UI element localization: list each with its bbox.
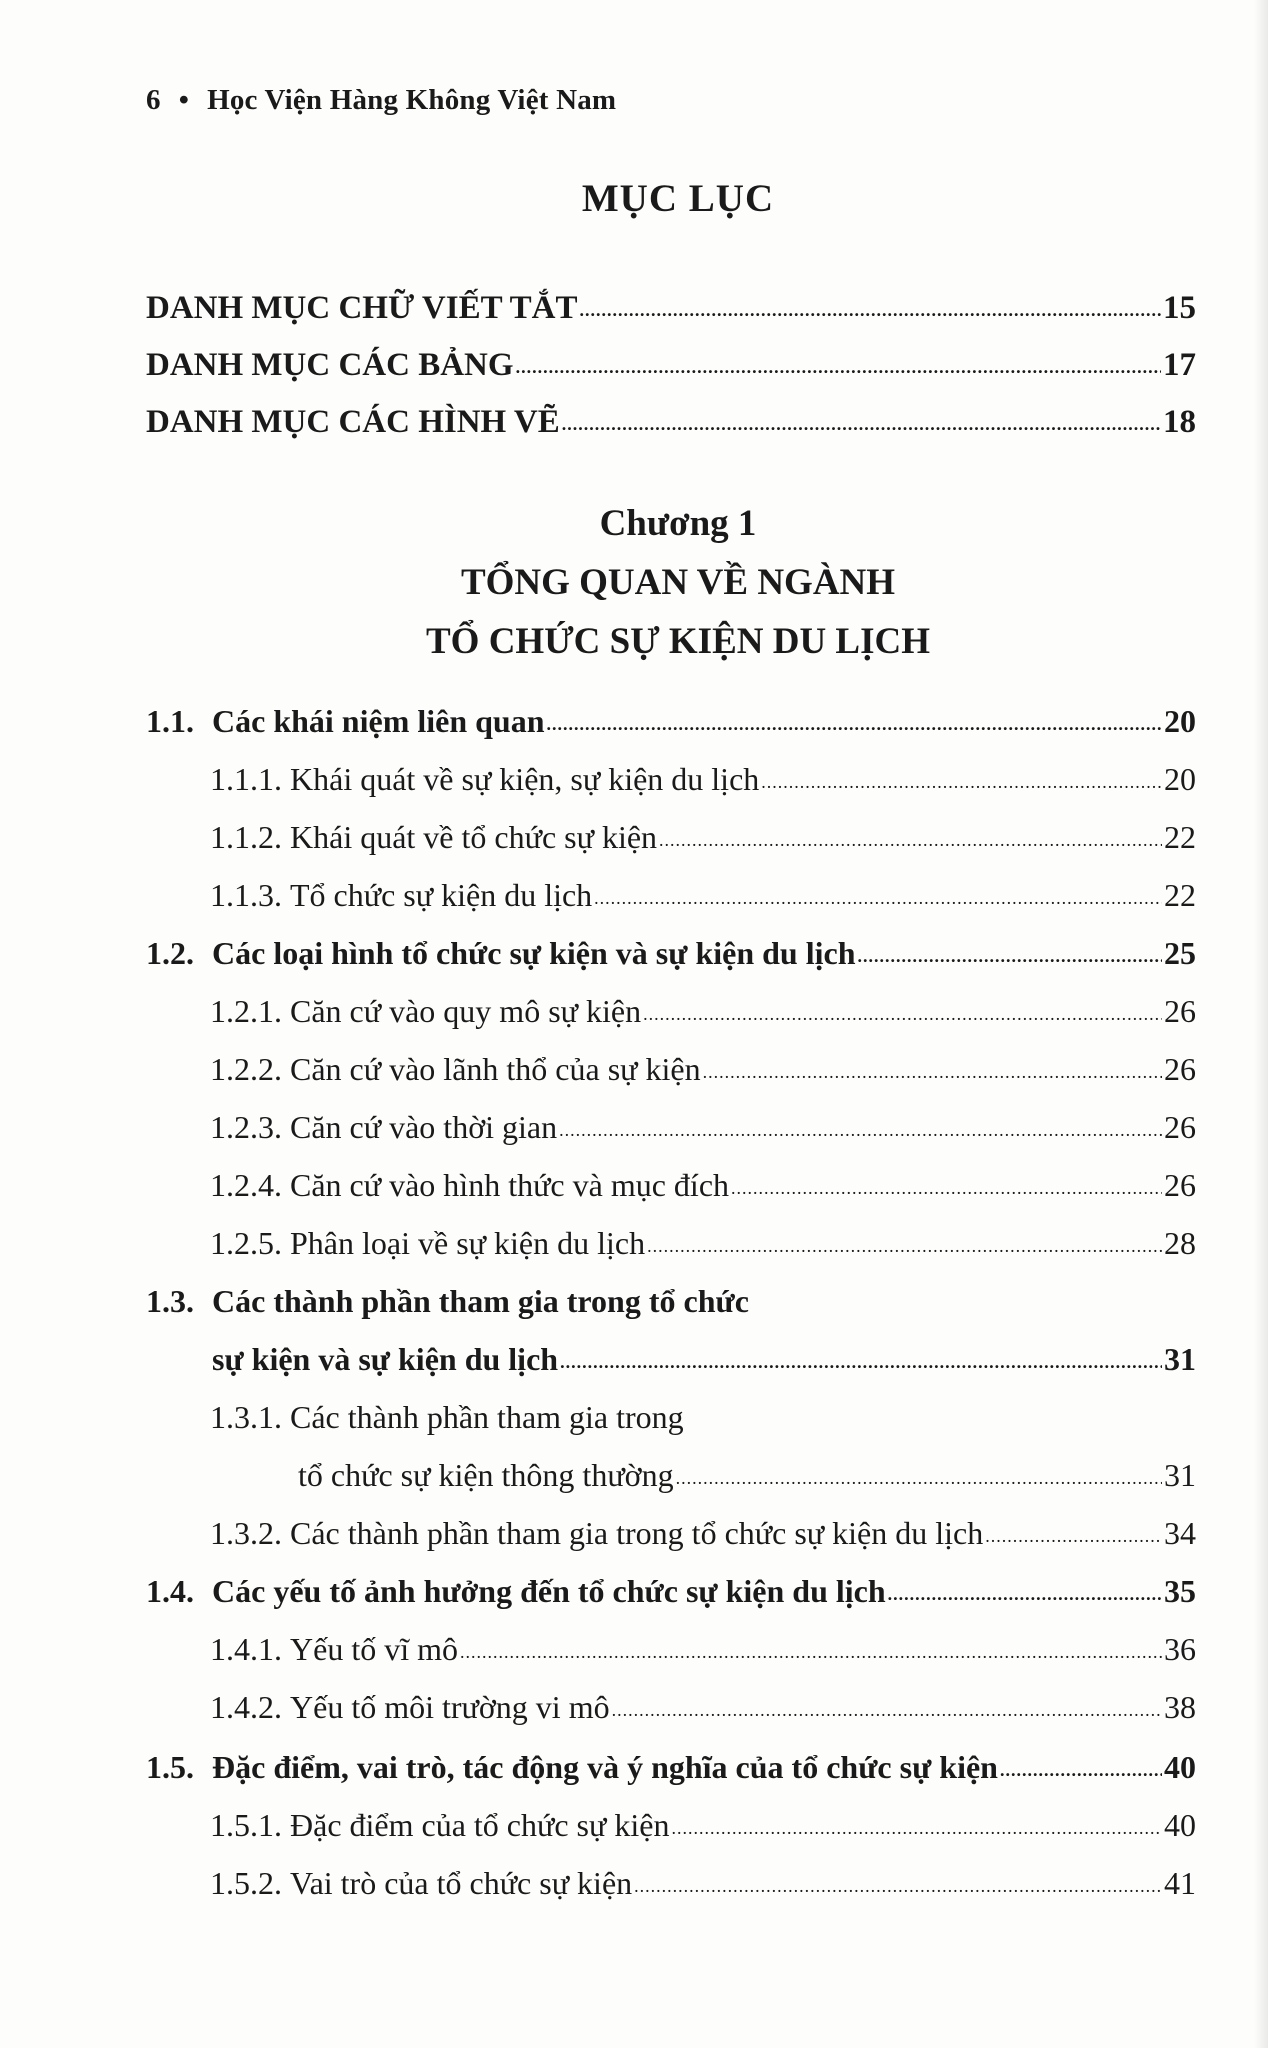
subsection-title: Các thành phần tham gia trong <box>290 1399 684 1435</box>
section-number: 1.5. <box>146 1749 194 1785</box>
dot-leader <box>761 759 1162 796</box>
subsection-title: Yếu tố vĩ mô <box>290 1631 458 1667</box>
section-title: Các khái niệm liên quan <box>212 703 545 739</box>
chapter-number: Chương 1 <box>599 503 757 544</box>
dot-leader <box>1000 1747 1162 1784</box>
toc-entry-page: 15 <box>1163 290 1196 326</box>
subsection-title-continued: tổ chức sự kiện thông thường <box>298 1457 674 1493</box>
section-title-continued: sự kiện và sự kiện du lịch <box>212 1341 559 1377</box>
toc-subsection-1-2-4[interactable] <box>210 1167 1196 1204</box>
toc-entry-page: 26 <box>1164 993 1196 1029</box>
toc-subsection-1-4-1[interactable] <box>210 1631 1196 1668</box>
toc-entry-page: 25 <box>1164 935 1196 971</box>
running-header <box>146 84 616 117</box>
dot-leader <box>460 1629 1162 1666</box>
subsection-title: Khái quát về sự kiện, sự kiện du lịch <box>290 761 760 797</box>
subsection-number: 1.3.1. <box>210 1399 282 1435</box>
dot-leader <box>634 1863 1162 1900</box>
toc-entry-label: DANH MỤC CHỮ VIẾT TẮT <box>146 290 578 326</box>
section-title: Đặc điểm, vai trò, tác động và ý nghĩa của tổ chức sự kiện <box>212 1749 998 1785</box>
toc-section-1-5[interactable] <box>146 1749 1196 1786</box>
subsection-number: 1.1.1. <box>210 761 282 797</box>
toc-subsection-1-5-2[interactable] <box>210 1865 1196 1902</box>
toc-entry-front[interactable] <box>146 404 1196 441</box>
dot-leader <box>671 1805 1162 1842</box>
subsection-number: 1.4.1. <box>210 1631 282 1667</box>
subsection-title: Yếu tố môi trường vi mô <box>290 1689 610 1725</box>
header-separator: • <box>178 84 190 116</box>
section-number: 1.2. <box>146 935 194 971</box>
chapter-title-line1: TỔNG QUAN VỀ NGÀNH <box>460 562 896 603</box>
toc-subsection-1-1-1[interactable] <box>210 761 1196 798</box>
dot-leader <box>858 933 1163 970</box>
chapter-title-line2: TỔ CHỨC SỰ KIỆN DU LỊCH <box>426 621 930 662</box>
dot-leader <box>612 1687 1162 1724</box>
subsection-title: Căn cứ vào thời gian <box>290 1109 558 1145</box>
section-number: 1.4. <box>146 1573 194 1609</box>
dot-leader <box>647 1223 1162 1260</box>
toc-entry-page: 20 <box>1164 703 1196 739</box>
toc-subsection-1-2-2[interactable] <box>210 1051 1196 1088</box>
subsection-title: Căn cứ vào quy mô sự kiện <box>290 993 642 1029</box>
subsection-number: 1.1.3. <box>210 877 282 913</box>
toc-entry-page: 35 <box>1164 1573 1196 1609</box>
toc-entry-page: 26 <box>1164 1167 1196 1203</box>
toc-entry-label: DANH MỤC CÁC HÌNH VẼ <box>146 404 560 440</box>
section-number: 1.3. <box>146 1283 194 1319</box>
toc-subsection-1-2-3[interactable] <box>210 1109 1196 1146</box>
dot-leader <box>559 1107 1162 1144</box>
toc-entry-page: 26 <box>1164 1051 1196 1087</box>
toc-subsection-1-1-3[interactable] <box>210 877 1196 914</box>
toc-entry-page: 38 <box>1164 1689 1196 1725</box>
toc-entry-page: 18 <box>1163 404 1196 440</box>
dot-leader <box>643 991 1162 1028</box>
toc-subsection-1-3-2[interactable] <box>210 1515 1196 1552</box>
subsection-number: 1.2.4. <box>210 1167 282 1203</box>
dot-leader <box>985 1513 1162 1550</box>
toc-section-1-1[interactable] <box>146 703 1196 740</box>
subsection-number: 1.2.3. <box>210 1109 282 1145</box>
section-number: 1.1. <box>146 703 194 739</box>
toc-entry-front[interactable] <box>146 290 1196 327</box>
dot-leader <box>659 817 1162 854</box>
publisher-name: Học Viện Hàng Không Việt Nam <box>207 84 617 116</box>
toc-entry-page: 40 <box>1164 1807 1196 1843</box>
toc-entry-page: 40 <box>1164 1749 1196 1785</box>
toc-entry-page: 34 <box>1164 1515 1196 1551</box>
subsection-number: 1.2.1. <box>210 993 282 1029</box>
toc-subsection-1-4-2[interactable] <box>210 1689 1196 1726</box>
toc-entry-label: DANH MỤC CÁC BẢNG <box>146 347 514 383</box>
toc-entry-page: 41 <box>1164 1865 1196 1901</box>
toc-entry-page: 20 <box>1164 761 1196 797</box>
subsection-number: 1.5.2. <box>210 1865 282 1901</box>
toc-entry-page: 26 <box>1164 1109 1196 1145</box>
toc-section-1-2[interactable] <box>146 935 1196 972</box>
dot-leader <box>731 1165 1162 1202</box>
page-number: 6 <box>146 84 161 116</box>
section-title: Các yếu tố ảnh hưởng đến tổ chức sự kiện du lịch <box>212 1573 886 1609</box>
subsection-title: Vai trò của tổ chức sự kiện <box>290 1865 633 1901</box>
dot-leader <box>580 288 1162 325</box>
toc-entry-page: 31 <box>1164 1341 1196 1377</box>
subsection-number: 1.2.2. <box>210 1051 282 1087</box>
toc-subsection-1-2-1[interactable] <box>210 993 1196 1030</box>
dot-leader <box>888 1571 1162 1608</box>
dot-leader <box>703 1049 1162 1086</box>
subsection-title: Phân loại về sự kiện du lịch <box>290 1225 646 1261</box>
toc-entry-page: 22 <box>1164 877 1196 913</box>
subsection-number: 1.3.2. <box>210 1515 282 1551</box>
subsection-title: Khái quát về tổ chức sự kiện <box>290 819 658 855</box>
toc-subsection-1-1-2[interactable] <box>210 819 1196 856</box>
subsection-number: 1.1.2. <box>210 819 282 855</box>
subsection-title: Căn cứ vào lãnh thổ của sự kiện <box>290 1051 701 1087</box>
subsection-number: 1.4.2. <box>210 1689 282 1725</box>
dot-leader <box>676 1455 1162 1492</box>
subsection-number: 1.2.5. <box>210 1225 282 1261</box>
dot-leader <box>560 1339 1162 1376</box>
page-edge-shadow <box>1254 0 1268 2048</box>
subsection-number: 1.5.1. <box>210 1807 282 1843</box>
toc-subsection-1-2-5[interactable] <box>210 1225 1196 1262</box>
toc-subsection-1-5-1[interactable] <box>210 1807 1196 1844</box>
subsection-title: Các thành phần tham gia trong tổ chức sự kiện du lịch <box>290 1515 984 1551</box>
dot-leader <box>547 701 1162 738</box>
subsection-title: Căn cứ vào hình thức và mục đích <box>290 1167 730 1203</box>
toc-entry-page: 22 <box>1164 819 1196 855</box>
toc-subsection-1-3-1[interactable] <box>210 1399 1196 1436</box>
toc-subsection-1-3-1-continued[interactable] <box>298 1457 1196 1494</box>
toc-entry-page: 31 <box>1164 1457 1196 1493</box>
toc-entry-page: 36 <box>1164 1631 1196 1667</box>
dot-leader <box>594 875 1162 912</box>
toc-entry-page: 17 <box>1163 347 1196 383</box>
toc-title: MỤC LỤC <box>581 177 775 220</box>
toc-entry-front[interactable] <box>146 347 1196 384</box>
dot-leader <box>516 345 1161 382</box>
toc-section-1-4[interactable] <box>146 1573 1196 1610</box>
subsection-title: Tổ chức sự kiện du lịch <box>290 877 593 913</box>
toc-section-1-3[interactable] <box>146 1283 1196 1320</box>
section-title: Các thành phần tham gia trong tổ chức <box>212 1283 749 1319</box>
toc-entry-page: 28 <box>1164 1225 1196 1261</box>
subsection-title: Đặc điểm của tổ chức sự kiện <box>290 1807 670 1843</box>
toc-section-1-3-continued[interactable] <box>212 1341 1196 1378</box>
dot-leader <box>562 402 1161 439</box>
section-title: Các loại hình tổ chức sự kiện và sự kiện du lịch <box>212 935 856 971</box>
